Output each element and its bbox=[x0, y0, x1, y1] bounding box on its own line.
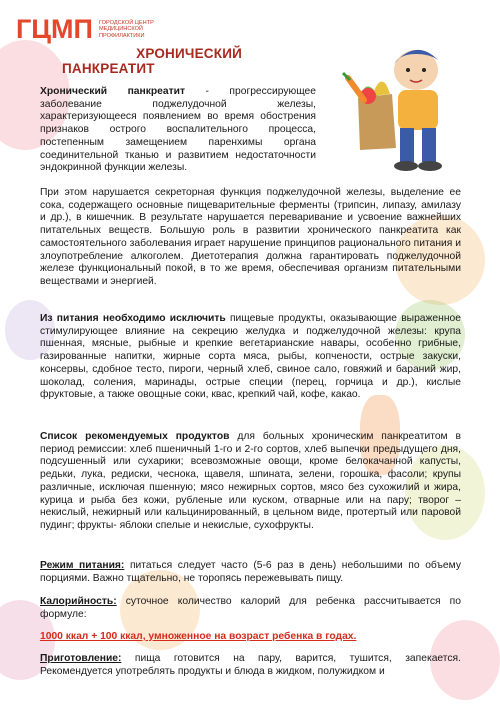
logo-subtitle: ГОРОДСКОЙ ЦЕНТР МЕДИЦИНСКОЙ ПРОФИЛАКТИКИ bbox=[98, 19, 154, 39]
logo-mark: ГЦМП bbox=[16, 14, 93, 44]
exclude-paragraph bbox=[40, 313, 461, 402]
cooking-text: пища готовится на пару, варится, тушится, запекается. Рекомендуется употреблять продукты и блюда в жидком, полужидком и bbox=[40, 653, 461, 677]
intro-continuation-paragraph bbox=[40, 187, 461, 289]
formula-line bbox=[40, 631, 461, 644]
calories-paragraph bbox=[40, 596, 461, 621]
regime-paragraph bbox=[40, 560, 461, 585]
title-line-1: ХРОНИЧЕСКИЙ bbox=[136, 46, 242, 61]
calories-heading: Калорийность: bbox=[40, 596, 117, 607]
calorie-formula: 1000 ккал + 100 ккал, умноженное на возраст ребенка в годах. bbox=[40, 631, 357, 642]
intro-paragraph bbox=[40, 86, 316, 175]
recommended-text: для больных хроническим панкреатитом в период ремиссии: хлеб пшеничный 1-го и 2-го сортов, хлеб выпечки предыдущего дня, подсушенный или сухарики; всевозможные овощи, кроме белокачанной капусты, редьки, лука, редиски, чеснока, щавеля, шпината, зелени, горошка, фасоли; крупы различные, исключая пшенную; мясо нежирных сортов, мясо без сухожилий и жира, курица и рыба без кожи, рубленые или куском, отварные или на пару; творог – некислый, нежирный или кальцинированный, в цельном виде, протертый или паровой пудинг; фрукты- яблоки спелые и некислые, сухофрукты. bbox=[40, 431, 462, 531]
recommended-heading: Список рекомендуемых продуктов bbox=[40, 431, 230, 442]
cooking-paragraph bbox=[40, 653, 461, 678]
boy-with-grocery-bag-illustration bbox=[338, 38, 478, 183]
title-line-2: ПАНКРЕАТИТ bbox=[62, 61, 155, 76]
calories-text: суточное количество калорий для ребенка рассчитывается по формуле: bbox=[40, 596, 461, 620]
logo bbox=[16, 14, 163, 45]
regime-text: питаться следует часто (5-6 раз в день) небольшими по объему порциями. Важно тщательно, не торопясь пережевывать пищу. bbox=[40, 560, 461, 584]
exclude-heading: Из питания необходимо исключить bbox=[40, 313, 226, 324]
intro-heading: Хронический панкреатит bbox=[40, 86, 186, 97]
regime-heading: Режим питания: bbox=[40, 560, 125, 571]
recommended-paragraph bbox=[40, 431, 461, 533]
cooking-heading: Приготовление: bbox=[40, 653, 122, 664]
page-title bbox=[60, 46, 260, 76]
intro-continuation-text: При этом нарушается секреторная функция поджелудочной железы, выделение ее сока, содержащего основные пищеварительные ферменты (трипсин, липазу, амилазу и др.), в кишечник. В результате нарушается переваривание и усвоение важнейших питательных веществ. Большую роль в развитии хронического панкреатита как самостоятельного заболевания играет нарушение принципов рационального питания и злоупотребление алкоголем. Диетотерапия должна гарантировать поджелудочной железе функциональный покой, в то же время, обеспечивая организм питательными веществами и энергией. bbox=[40, 187, 461, 287]
intro-text: - прогрессирующее заболевание поджелудочной железы, характеризующееся появлением во время обострения признаков острого воспалительного процесса, постепенным замещением паренхимы органа соединительной тканью и развитием недостаточности эндокринной функции железы. bbox=[40, 86, 316, 174]
exclude-text: пищевые продукты, оказывающие выраженное стимулирующее влияние на секрецию желудка и поджелудочной железы: крупа пшенная, мясные, рыбные и крепкие вегетарианские навары, особенно грибные, газированные напитки, жирные сорта мяса, рыбы, копчености, острые закуски, консервы, сдобное тесто, пироги, черный хлеб, свиное сало, говяжий и бараний жир, шоколад, соления, маринады, острые специи (перец, горчица и др.), кислые фруктовые, а также овощные соки, квас, крепкий чай, кофе, какао. bbox=[40, 313, 461, 401]
